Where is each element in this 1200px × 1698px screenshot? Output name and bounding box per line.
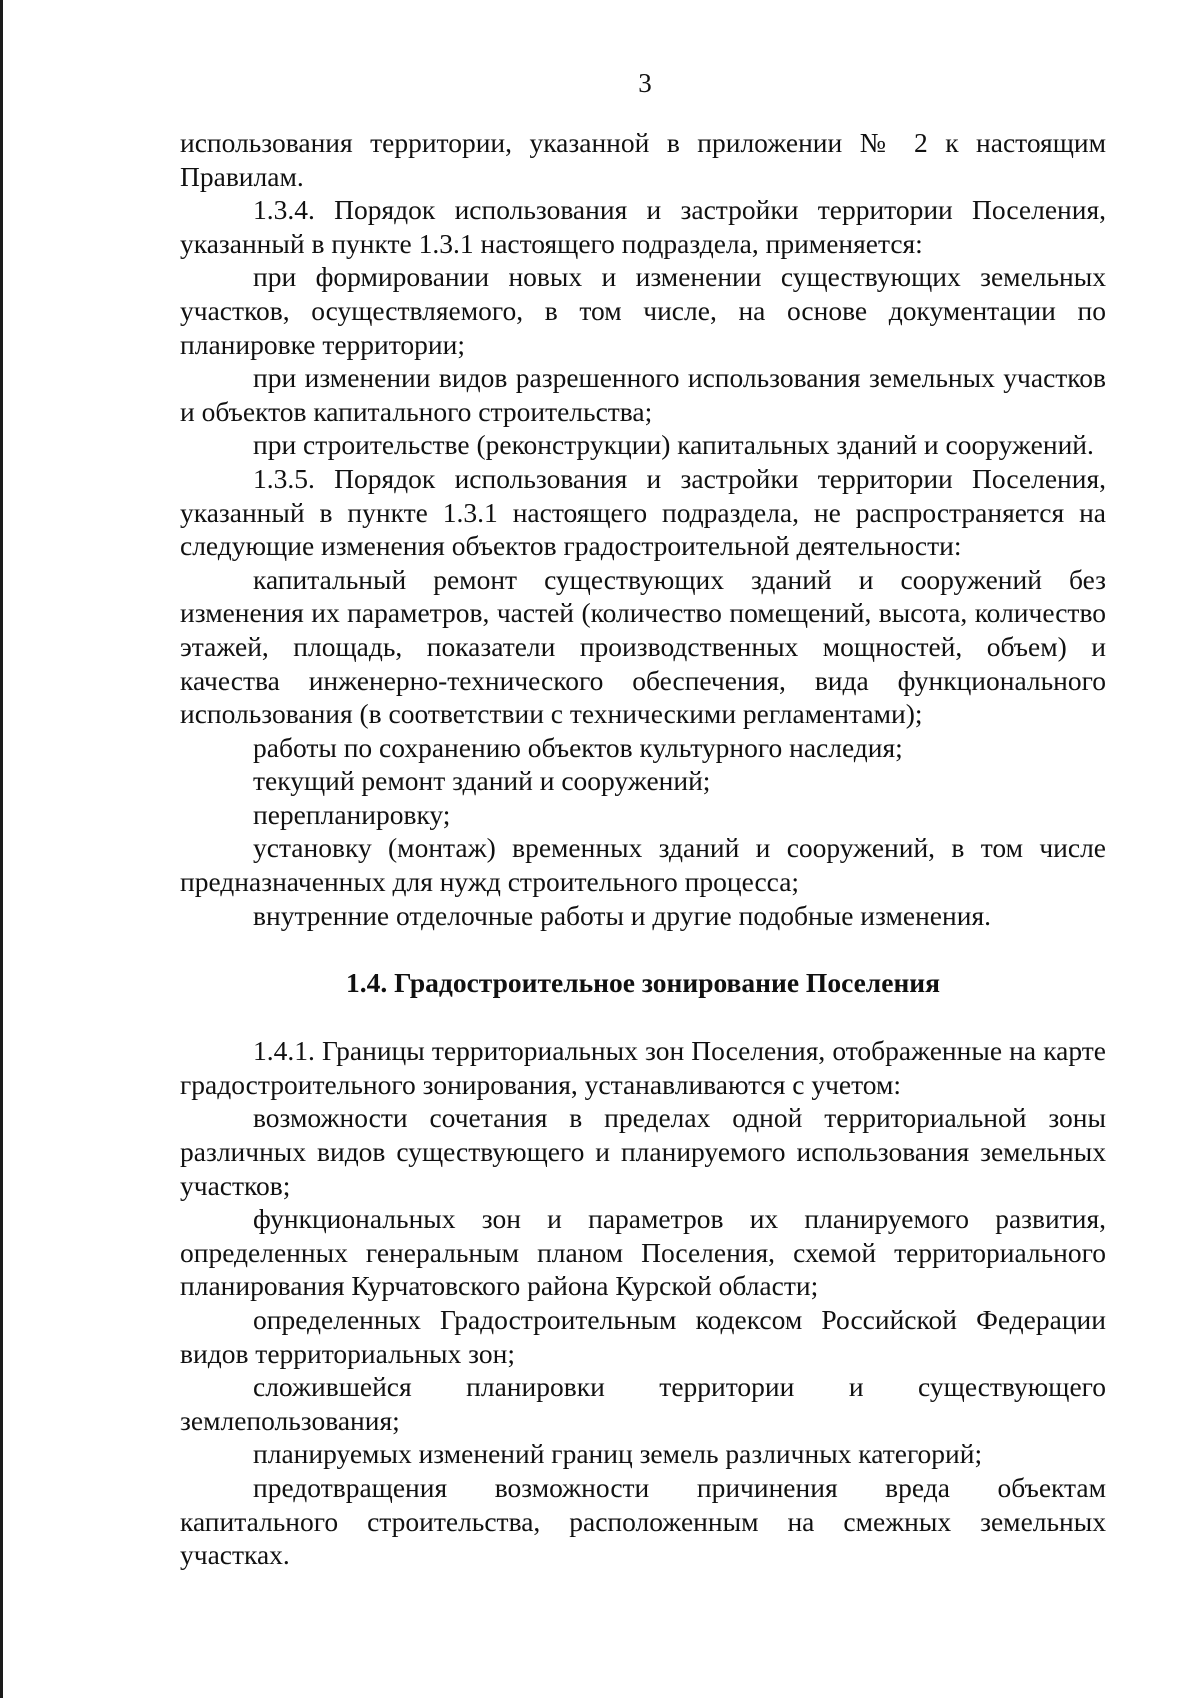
paragraph: работы по сохранению объектов культурного наследия;	[253, 731, 903, 763]
paragraph: планируемых изменений границ земель различных категорий;	[253, 1438, 983, 1470]
paragraph: при строительстве (реконструкции) капитальных зданий и сооружений.	[253, 429, 1094, 461]
paragraph: текущий ремонт зданий и сооружений;	[253, 765, 711, 797]
document-body	[180, 126, 1106, 1572]
paragraph: определенных Градостроительным кодексом Российской Федерации видов территориальных зон;	[180, 1304, 1106, 1369]
paragraph: при формировании новых и изменении существующих земельных участков, осуществляемого, в том числе, на основе документации по планировке территории;	[180, 261, 1106, 360]
paragraph: предотвращения возможности причинения вреда объектам капитального строительства, расположенным на смежных земельных участках.	[180, 1471, 1106, 1571]
paragraph: 1.4.1. Границы территориальных зон Поселения, отображенные на карте градостроительного зонирования, устанавливаются с учетом:	[180, 1035, 1106, 1100]
paragraph: при изменении видов разрешенного использования земельных участков и объектов капитального строительства;	[180, 362, 1106, 427]
paragraph: использования территории, указанной в приложении № 2 к настоящим Правилам.	[180, 127, 1106, 192]
paragraph: функциональных зон и параметров их планируемого развития, определенных генеральным планом Поселения, схемой территориального планирования Курчатовского района Курской области;	[180, 1203, 1106, 1302]
paragraph: сложившейся планировки территории и существующего землепользования;	[180, 1371, 1106, 1436]
paragraph: перепланировку;	[253, 798, 451, 830]
paragraph: 1.3.5. Порядок использования и застройки территории Поселения, указанный в пункте 1.3.1 настоящего подраздела, не распространяется на следующие изменения объектов градостроительной деятельности:	[180, 462, 1106, 562]
paragraph: установку (монтаж) временных зданий и сооружений, в том числе предназначенных для нужд строительного процесса;	[180, 832, 1106, 898]
section-heading: 1.4. Градостроительное зонирование Поселения	[345, 967, 941, 999]
paragraph: капитальный ремонт существующих зданий и сооружений без изменения их параметров, частей (количество помещений, высота, количество этажей, площадь, показатели производственных мощностей, объем) и качества инженерно-технического обеспечения, вида функционального использования (в соответствии с техническими регламентами);	[180, 563, 1106, 730]
paragraph: внутренние отделочные работы и другие подобные изменения.	[253, 899, 991, 931]
page-number: 3	[638, 68, 652, 98]
scan-edge	[0, 0, 3, 1698]
paragraph: возможности сочетания в пределах одной территориальной зоны различных видов существующего и планируемого использования земельных участков;	[180, 1102, 1106, 1201]
paragraph: 1.3.4. Порядок использования и застройки территории Поселения, указанный в пункте 1.3.1 настоящего подраздела, применяется:	[180, 194, 1106, 259]
